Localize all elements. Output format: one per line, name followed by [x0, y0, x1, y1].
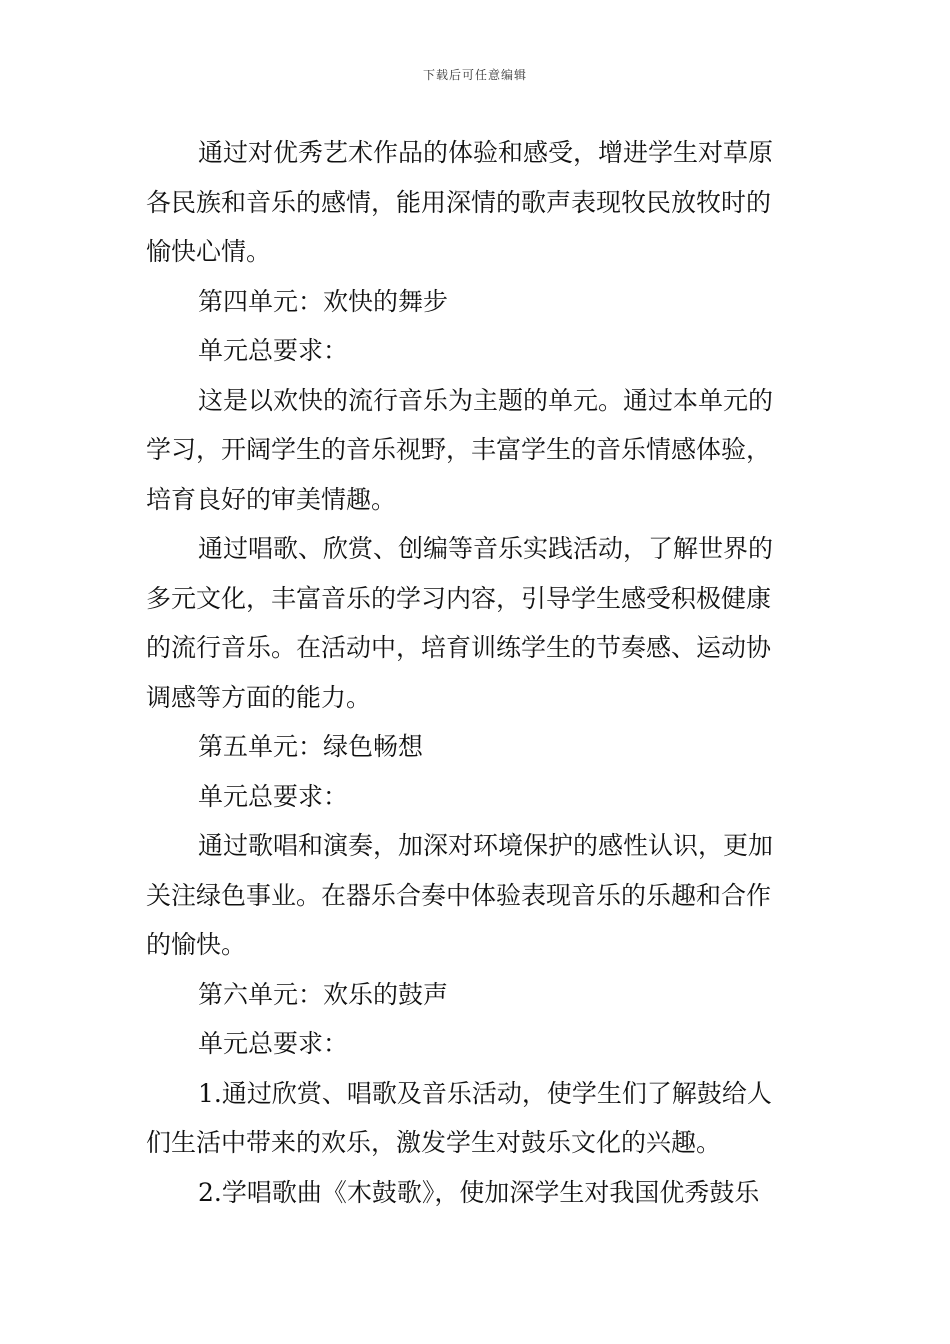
text-line: 通过唱歌、欣赏、创编等音乐实践活动，了解世界的 [198, 534, 774, 563]
text-line: 的愉快。 [146, 930, 247, 959]
text-line: 的流行音乐。在活动中，培育训练学生的节奏感、运动协 [146, 633, 772, 662]
document-body [146, 128, 808, 1217]
text-line: 调感等方面的能力。 [146, 682, 372, 712]
text-line: 关注绿色事业。在器乐合奏中体验表现音乐的乐趣和合作 [146, 880, 772, 910]
text-line: 多元文化，丰富音乐的学习内容，引导学生感受积极健康 [146, 583, 772, 613]
requirements-label: 单元总要求： [198, 781, 349, 811]
unit-heading: 第五单元：绿色畅想 [198, 732, 424, 761]
unit-heading: 第六单元：欢乐的鼓声 [198, 979, 449, 1009]
list-item-line: 2.学唱歌曲《木鼓歌》，使加深学生对我国优秀鼓乐 [198, 1177, 760, 1207]
text-line: 各民族和音乐的感情，能用深情的歌声表现牧民放牧时的 [146, 187, 772, 217]
text-line: 通过歌唱和演奏，加深对环境保护的感性认识，更加 [198, 831, 774, 860]
requirements-label: 单元总要求： [198, 336, 349, 365]
text-line: 这是以欢快的流行音乐为主题的单元。通过本单元的 [198, 385, 774, 415]
page-header-note: 下载后可任意编辑 [422, 68, 527, 82]
list-item-line: 们生活中带来的欢乐，激发学生对鼓乐文化的兴趣。 [146, 1128, 722, 1157]
unit-heading: 第四单元：欢快的舞步 [198, 286, 449, 316]
list-item-line: 1.通过欣赏、唱歌及音乐活动，使学生们了解鼓给人 [198, 1078, 772, 1108]
text-line: 通过对优秀艺术作品的体验和感受，增进学生对草原 [198, 138, 774, 167]
text-line: 培育良好的审美情趣。 [146, 484, 397, 514]
text-line: 愉快心情。 [146, 237, 272, 266]
requirements-label: 单元总要求： [198, 1029, 349, 1058]
text-line: 学习，开阔学生的音乐视野，丰富学生的音乐情感体验， [146, 435, 772, 464]
